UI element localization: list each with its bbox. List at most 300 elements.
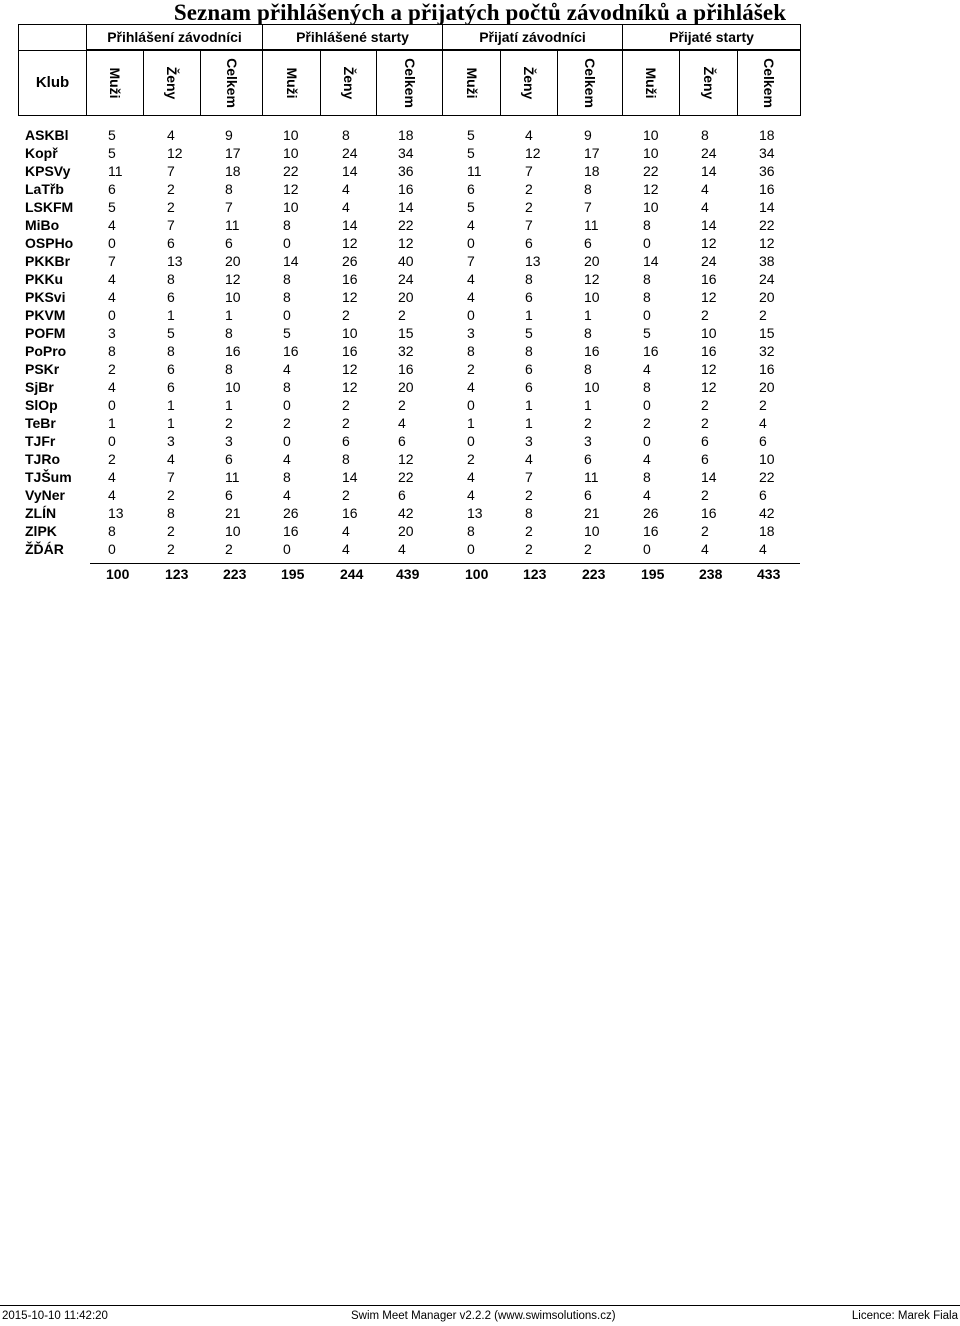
table-cell: 8 — [525, 271, 533, 287]
table-cell: 2 — [525, 523, 533, 539]
table-cell: 9 — [584, 127, 592, 143]
table-row — [0, 450, 960, 468]
club-name: Kopř — [25, 145, 58, 161]
table-cell: 42 — [759, 505, 775, 521]
table-row — [0, 252, 960, 270]
total-cell: 123 — [523, 566, 547, 582]
column-header-label: Muži — [643, 67, 659, 99]
table-cell: 6 — [342, 433, 350, 449]
table-cell: 2 — [584, 415, 592, 431]
table-cell: 2 — [701, 307, 709, 323]
table-cell: 8 — [467, 523, 475, 539]
table-cell: 20 — [759, 379, 775, 395]
table-cell: 20 — [398, 379, 414, 395]
table-cell: 2 — [467, 361, 475, 377]
table-cell: 7 — [525, 217, 533, 233]
table-cell: 4 — [643, 487, 651, 503]
table-cell: 34 — [759, 145, 775, 161]
table-cell: 10 — [342, 325, 358, 341]
table-row — [0, 144, 960, 162]
club-name: PKVM — [25, 307, 66, 323]
table-cell: 5 — [108, 127, 116, 143]
table-cell: 4 — [643, 451, 651, 467]
table-row — [0, 216, 960, 234]
table-row — [0, 522, 960, 540]
table-cell: 6 — [584, 487, 592, 503]
table-cell: 24 — [342, 145, 358, 161]
table-cell: 26 — [643, 505, 659, 521]
table-cell: 4 — [108, 379, 116, 395]
table-cell: 8 — [643, 289, 651, 305]
table-cell: 4 — [759, 541, 767, 557]
table-cell: 14 — [643, 253, 659, 269]
table-row — [0, 180, 960, 198]
table-cell: 3 — [525, 433, 533, 449]
table-cell: 6 — [701, 433, 709, 449]
table-cell: 12 — [225, 271, 241, 287]
column-header — [86, 50, 144, 116]
table-cell: 11 — [225, 217, 240, 233]
table-cell: 0 — [467, 235, 475, 251]
table-cell: 10 — [759, 451, 775, 467]
footer-licence: Licence: Marek Fiala — [851, 1310, 958, 1322]
table-cell: 8 — [283, 289, 291, 305]
table-cell: 6 — [525, 361, 533, 377]
club-name: OSPHo — [25, 235, 74, 251]
table-cell: 8 — [643, 271, 651, 287]
table-cell: 4 — [525, 451, 533, 467]
table-cell: 0 — [108, 433, 116, 449]
table-cell: 12 — [398, 451, 414, 467]
table-cell: 17 — [584, 145, 600, 161]
table-cell: 10 — [701, 325, 717, 341]
column-header — [557, 50, 623, 116]
table-row — [0, 234, 960, 252]
table-cell: 4 — [467, 379, 475, 395]
column-header-label: Ženy — [521, 66, 537, 100]
table-cell: 0 — [108, 235, 116, 251]
table-cell: 10 — [643, 127, 659, 143]
table-cell: 2 — [342, 487, 350, 503]
club-name: KPSVy — [25, 163, 71, 179]
total-cell: 123 — [165, 566, 189, 582]
club-name: VyNer — [25, 487, 65, 503]
table-cell: 3 — [225, 433, 233, 449]
club-name: LaTřb — [25, 181, 64, 197]
table-cell: 5 — [467, 127, 475, 143]
column-header — [442, 50, 501, 116]
table-cell: 8 — [643, 379, 651, 395]
total-cell: 433 — [757, 566, 781, 582]
table-cell: 7 — [467, 253, 475, 269]
table-cell: 16 — [584, 343, 600, 359]
table-cell: 2 — [584, 541, 592, 557]
table-cell: 6 — [167, 361, 175, 377]
table-cell: 6 — [525, 379, 533, 395]
table-row — [0, 342, 960, 360]
table-cell: 18 — [759, 523, 775, 539]
table-cell: 36 — [759, 163, 775, 179]
table-cell: 4 — [701, 541, 709, 557]
table-cell: 6 — [225, 235, 233, 251]
table-cell: 5 — [283, 325, 291, 341]
table-cell: 8 — [167, 343, 175, 359]
club-name: ASKBl — [25, 127, 69, 143]
column-header-label: Muži — [283, 67, 300, 99]
club-name: PoPro — [25, 343, 67, 359]
table-cell: 10 — [643, 145, 659, 161]
column-header-label: Ženy — [340, 66, 357, 100]
table-cell: 0 — [283, 541, 291, 557]
table-cell: 16 — [398, 361, 414, 377]
table-cell: 24 — [398, 271, 414, 287]
column-header-label: Celkem — [761, 58, 777, 108]
table-cell: 4 — [759, 415, 767, 431]
table-cell: 14 — [283, 253, 299, 269]
total-cell: 244 — [340, 566, 364, 582]
table-cell: 0 — [467, 307, 475, 323]
table-cell: 22 — [398, 469, 414, 485]
table-cell: 4 — [108, 217, 116, 233]
table-cell: 18 — [398, 127, 414, 143]
club-name: ZLÍN — [25, 505, 57, 521]
table-cell: 1 — [467, 415, 475, 431]
table-cell: 11 — [108, 163, 123, 179]
club-name: TJŠum — [25, 469, 72, 485]
table-cell: 12 — [342, 289, 358, 305]
table-cell: 4 — [108, 487, 116, 503]
column-header-label: Muži — [463, 67, 480, 99]
club-name: SjBr — [25, 379, 54, 395]
table-cell: 34 — [398, 145, 414, 161]
table-cell: 2 — [342, 415, 350, 431]
table-cell: 10 — [225, 523, 241, 539]
table-cell: 8 — [525, 505, 533, 521]
table-cell: 8 — [283, 271, 291, 287]
table-cell: 2 — [225, 415, 233, 431]
table-cell: 20 — [584, 253, 600, 269]
column-header — [262, 50, 321, 116]
table-cell: 2 — [167, 199, 175, 215]
column-header-label: Muži — [107, 67, 123, 99]
table-cell: 2 — [167, 181, 175, 197]
table-cell: 10 — [584, 379, 600, 395]
table-cell: 8 — [225, 361, 233, 377]
column-header — [622, 50, 680, 116]
table-cell: 1 — [108, 415, 116, 431]
table-cell: 4 — [167, 127, 175, 143]
table-cell: 10 — [643, 199, 659, 215]
table-cell: 8 — [225, 325, 233, 341]
table-cell: 24 — [759, 271, 775, 287]
total-cell: 439 — [396, 566, 420, 582]
table-cell: 16 — [643, 523, 659, 539]
table-cell: 4 — [467, 289, 475, 305]
column-header — [143, 50, 201, 116]
table-cell: 10 — [283, 199, 299, 215]
table-row — [0, 432, 960, 450]
table-cell: 2 — [108, 361, 116, 377]
table-cell: 4 — [342, 523, 350, 539]
table-cell: 4 — [467, 487, 475, 503]
table-cell: 4 — [467, 217, 475, 233]
table-cell: 1 — [584, 307, 592, 323]
table-cell: 9 — [225, 127, 233, 143]
table-cell: 6 — [701, 451, 709, 467]
table-cell: 6 — [584, 235, 592, 251]
table-cell: 6 — [467, 181, 475, 197]
table-cell: 8 — [283, 469, 291, 485]
table-cell: 2 — [342, 397, 350, 413]
table-cell: 0 — [643, 541, 651, 557]
table-cell: 2 — [225, 541, 233, 557]
table-cell: 2 — [701, 397, 709, 413]
total-cell: 100 — [465, 566, 489, 582]
table-row — [0, 540, 960, 558]
table-cell: 4 — [398, 415, 406, 431]
table-cell: 2 — [759, 397, 767, 413]
table-cell: 14 — [701, 217, 717, 233]
table-cell: 8 — [643, 469, 651, 485]
table-cell: 16 — [701, 343, 717, 359]
table-cell: 6 — [759, 487, 767, 503]
table-cell: 8 — [701, 127, 709, 143]
table-cell: 12 — [701, 379, 717, 395]
table-cell: 8 — [167, 505, 175, 521]
table-cell: 10 — [283, 145, 299, 161]
table-cell: 1 — [225, 397, 233, 413]
table-cell: 5 — [108, 145, 116, 161]
table-cell: 6 — [525, 235, 533, 251]
table-row — [0, 306, 960, 324]
table-cell: 7 — [525, 163, 533, 179]
table-cell: 0 — [283, 397, 291, 413]
table-cell: 4 — [525, 127, 533, 143]
table-cell: 26 — [283, 505, 299, 521]
table-cell: 6 — [225, 451, 233, 467]
table-cell: 16 — [759, 361, 775, 377]
table-cell: 0 — [108, 307, 116, 323]
club-name: SlOp — [25, 397, 58, 413]
table-cell: 4 — [283, 487, 291, 503]
table-cell: 0 — [467, 433, 475, 449]
table-cell: 16 — [643, 343, 659, 359]
table-cell: 16 — [225, 343, 241, 359]
table-cell: 20 — [398, 523, 414, 539]
table-cell: 14 — [398, 199, 414, 215]
table-row — [0, 198, 960, 216]
table-row — [0, 126, 960, 144]
table-cell: 14 — [701, 163, 717, 179]
table-cell: 0 — [108, 541, 116, 557]
table-cell: 4 — [643, 361, 651, 377]
club-name: MiBo — [25, 217, 60, 233]
table-cell: 6 — [398, 433, 406, 449]
table-cell: 14 — [342, 163, 358, 179]
table-row — [0, 270, 960, 288]
table-cell: 7 — [525, 469, 533, 485]
table-cell: 24 — [701, 253, 717, 269]
table-cell: 7 — [584, 199, 592, 215]
table-cell: 16 — [342, 505, 358, 521]
table-cell: 16 — [283, 343, 299, 359]
table-cell: 13 — [525, 253, 541, 269]
group-header: Přijatí závodníci — [442, 24, 623, 50]
column-header — [200, 50, 263, 116]
table-cell: 4 — [701, 199, 709, 215]
club-name: PSKr — [25, 361, 60, 377]
table-cell: 10 — [225, 379, 241, 395]
table-cell: 8 — [108, 523, 116, 539]
table-cell: 2 — [398, 307, 406, 323]
table-cell: 12 — [525, 145, 541, 161]
total-cell: 100 — [106, 566, 130, 582]
table-cell: 2 — [342, 307, 350, 323]
table-row — [0, 504, 960, 522]
table-row — [0, 414, 960, 432]
table-cell: 1 — [167, 415, 175, 431]
table-cell: 12 — [342, 235, 358, 251]
table-cell: 16 — [701, 505, 717, 521]
table-cell: 6 — [525, 289, 533, 305]
club-name: POFM — [25, 325, 66, 341]
table-cell: 3 — [467, 325, 475, 341]
footer-timestamp: 2015-10-10 11:42:20 — [2, 1310, 108, 1322]
totals-values — [0, 565, 960, 583]
table-cell: 0 — [643, 307, 651, 323]
table-cell: 2 — [108, 451, 116, 467]
table-cell: 12 — [167, 145, 183, 161]
table-cell: 22 — [759, 469, 775, 485]
table-cell: 12 — [342, 379, 358, 395]
table-cell: 20 — [398, 289, 414, 305]
table-cell: 6 — [225, 487, 233, 503]
table-row — [0, 360, 960, 378]
table-cell: 14 — [759, 199, 775, 215]
table-cell: 22 — [759, 217, 775, 233]
table-cell: 16 — [283, 523, 299, 539]
table-cell: 12 — [283, 181, 299, 197]
table-cell: 0 — [283, 433, 291, 449]
table-cell: 12 — [701, 235, 717, 251]
table-cell: 2 — [283, 415, 291, 431]
table-cell: 2 — [525, 199, 533, 215]
table-cell: 0 — [643, 397, 651, 413]
table-cell: 36 — [398, 163, 414, 179]
table-cell: 4 — [108, 289, 116, 305]
column-header-label: Ženy — [164, 66, 180, 100]
table-cell: 16 — [342, 271, 358, 287]
table-cell: 32 — [759, 343, 775, 359]
footer-software: Swim Meet Manager v2.2.2 (www.swimsolutions.cz) — [351, 1310, 616, 1322]
table-cell: 2 — [701, 415, 709, 431]
group-header: Přihlášení závodníci — [86, 24, 263, 50]
table-cell: 2 — [701, 523, 709, 539]
table-cell: 14 — [342, 217, 358, 233]
table-cell: 4 — [283, 451, 291, 467]
table-cell: 10 — [225, 289, 241, 305]
table-cell: 7 — [108, 253, 116, 269]
club-name: PKKu — [25, 271, 64, 287]
column-header-label: Celkem — [223, 58, 240, 108]
table-cell: 4 — [467, 271, 475, 287]
table-cell: 0 — [643, 235, 651, 251]
table-cell: 8 — [525, 343, 533, 359]
table-cell: 12 — [701, 289, 717, 305]
table-cell: 2 — [759, 307, 767, 323]
klub-header-spacer — [18, 24, 86, 50]
table-cell: 17 — [225, 145, 241, 161]
page-title: Seznam přihlášených a přijatých počtů závodníků a přihlášek — [173, 0, 787, 25]
table-cell: 26 — [342, 253, 358, 269]
table-cell: 11 — [584, 217, 599, 233]
total-cell: 195 — [641, 566, 665, 582]
table-cell: 12 — [701, 361, 717, 377]
table-cell: 8 — [584, 181, 592, 197]
column-header — [679, 50, 738, 116]
table-cell: 10 — [283, 127, 299, 143]
total-cell: 195 — [281, 566, 305, 582]
column-header-label: Ženy — [700, 66, 717, 100]
group-header: Přijaté starty — [622, 24, 801, 50]
club-name: LSKFM — [25, 199, 74, 215]
club-name: TJRo — [25, 451, 60, 467]
column-header — [500, 50, 558, 116]
table-cell: 2 — [167, 523, 175, 539]
table-cell: 6 — [167, 379, 175, 395]
table-cell: 16 — [342, 343, 358, 359]
table-cell: 11 — [225, 469, 240, 485]
table-cell: 22 — [283, 163, 299, 179]
table-cell: 1 — [167, 397, 175, 413]
table-cell: 22 — [398, 217, 414, 233]
table-cell: 3 — [108, 325, 116, 341]
table-cell: 4 — [342, 541, 350, 557]
table-cell: 2 — [525, 541, 533, 557]
table-cell: 21 — [584, 505, 600, 521]
table-cell: 18 — [759, 127, 775, 143]
table-cell: 15 — [759, 325, 775, 341]
table-cell: 6 — [167, 235, 175, 251]
total-cell: 238 — [699, 566, 723, 582]
table-cell: 10 — [584, 523, 600, 539]
table-cell: 2 — [701, 487, 709, 503]
table-cell: 8 — [283, 379, 291, 395]
total-cell: 223 — [582, 566, 606, 582]
table-cell: 3 — [167, 433, 175, 449]
table-cell: 21 — [225, 505, 241, 521]
total-separator — [90, 563, 800, 564]
table-cell: 8 — [342, 127, 350, 143]
table-row — [0, 468, 960, 486]
table-row — [0, 162, 960, 180]
table-cell: 4 — [701, 181, 709, 197]
table-cell: 4 — [167, 451, 175, 467]
table-cell: 40 — [398, 253, 414, 269]
table-cell: 20 — [225, 253, 241, 269]
column-header — [376, 50, 443, 116]
column-header — [320, 50, 377, 116]
page-footer — [0, 1305, 960, 1326]
table-cell: 24 — [701, 145, 717, 161]
table-cell: 12 — [643, 181, 659, 197]
klub-header: Klub — [18, 50, 86, 116]
table-cell: 1 — [525, 307, 533, 323]
table-cell: 6 — [108, 181, 116, 197]
table-cell: 4 — [467, 469, 475, 485]
table-cell: 12 — [584, 271, 600, 287]
table-cell: 8 — [584, 325, 592, 341]
